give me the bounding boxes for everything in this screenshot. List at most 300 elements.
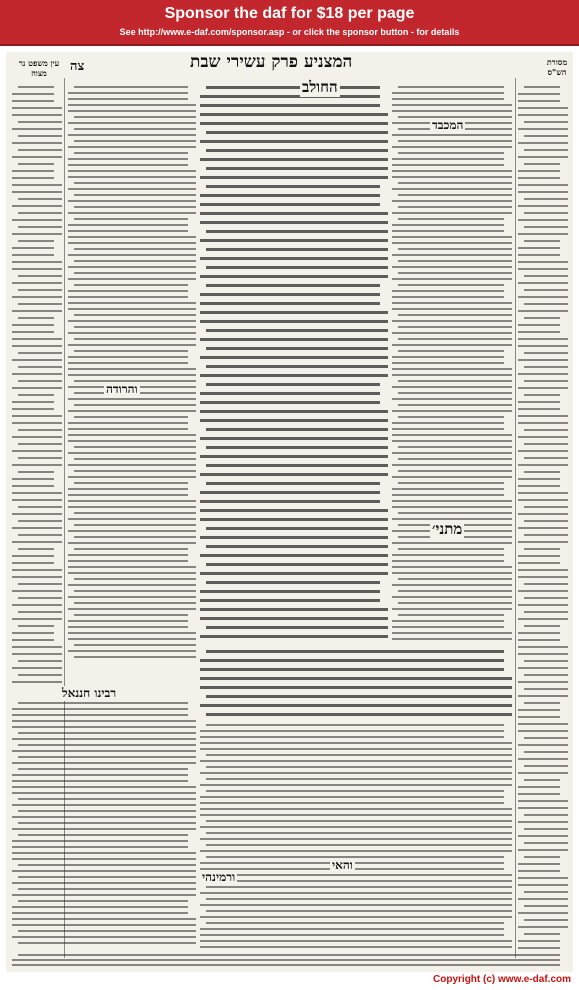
text-line: [392, 584, 512, 586]
text-line: [518, 513, 568, 515]
text-line: [200, 338, 388, 341]
text-line: [12, 170, 54, 172]
text-line: [68, 650, 196, 652]
text-line: [12, 964, 560, 966]
text-line: [392, 236, 512, 238]
text-line: [518, 499, 568, 501]
text-line: [206, 790, 504, 792]
text-line: [518, 177, 560, 179]
text-line: [518, 912, 568, 914]
text-line: [68, 626, 188, 628]
text-line: [518, 555, 560, 557]
text-line: [392, 422, 504, 424]
text-line: [18, 275, 62, 277]
text-line: [68, 158, 188, 160]
text-line: [200, 104, 380, 107]
text-line: [68, 110, 196, 112]
text-line: [74, 458, 196, 460]
text-line: [12, 205, 62, 207]
text-line: [524, 534, 568, 536]
text-line: [398, 140, 512, 142]
text-line: [12, 492, 62, 494]
text-line: [524, 198, 568, 200]
text-line: [392, 188, 512, 190]
text-line: [200, 212, 388, 215]
text-line: [392, 386, 512, 388]
text-line: [12, 499, 62, 501]
text-line: [206, 886, 512, 888]
text-line: [68, 572, 196, 574]
text-line: [398, 86, 504, 88]
text-line: [18, 744, 196, 746]
text-line: [200, 536, 388, 539]
text-line: [518, 359, 568, 361]
text-line: [206, 347, 388, 350]
text-line: [524, 737, 568, 739]
text-line: [392, 368, 512, 370]
text-line: [518, 576, 568, 578]
text-line: [12, 786, 196, 788]
text-line: [18, 198, 62, 200]
text-line: [74, 326, 196, 328]
text-line: [398, 326, 512, 328]
text-line: [392, 146, 512, 148]
text-line: [18, 149, 62, 151]
text-line: [200, 946, 512, 948]
text-line: [68, 494, 188, 496]
text-line: [518, 835, 568, 837]
text-line: [392, 170, 512, 172]
text-line: [74, 206, 196, 208]
text-line: [200, 500, 380, 503]
text-line: [12, 653, 62, 655]
text-line: [524, 905, 568, 907]
text-line: [68, 236, 196, 238]
masoret-hashas-heading: מסורת הש"ס: [546, 57, 568, 77]
text-line: [200, 635, 388, 638]
text-line: [74, 128, 196, 130]
text-line: [68, 200, 196, 202]
sponsor-banner[interactable]: [0, 0, 579, 46]
text-line: [398, 182, 512, 184]
text-line: [68, 410, 196, 412]
text-line: [200, 880, 512, 882]
text-line: [74, 338, 196, 340]
text-line: [518, 415, 568, 417]
text-line: [74, 548, 188, 550]
rashi-column: [392, 84, 512, 644]
text-line: [68, 422, 188, 424]
text-line: [74, 182, 196, 184]
text-line: [200, 194, 380, 197]
text-line: [392, 164, 504, 166]
text-line: [68, 500, 196, 502]
text-line: [524, 212, 568, 214]
text-line: [68, 542, 196, 544]
text-line: [74, 350, 188, 352]
text-line: [200, 392, 380, 395]
text-line: [392, 134, 512, 136]
text-line: [12, 792, 196, 794]
text-line: [524, 289, 568, 291]
text-line: [68, 176, 196, 178]
text-line: [518, 205, 568, 207]
text-line: [518, 772, 568, 774]
text-line: [12, 590, 62, 592]
text-line: [200, 796, 504, 798]
text-line: [200, 140, 388, 143]
text-line: [206, 856, 504, 858]
text-line: [74, 602, 196, 604]
footnote-band: [12, 952, 568, 970]
text-line: [518, 590, 568, 592]
text-line: [392, 608, 512, 610]
text-line: [12, 894, 196, 896]
text-line: [18, 366, 62, 368]
ein-mishpat-heading: עין משפט נר מצוה: [18, 58, 60, 78]
text-line: [68, 242, 196, 244]
text-line: [18, 289, 62, 291]
text-line: [68, 170, 196, 172]
text-line: [392, 200, 512, 202]
text-line: [12, 114, 62, 116]
text-line: [518, 863, 560, 865]
text-line: [392, 266, 512, 268]
text-line: [18, 86, 54, 88]
text-line: [12, 840, 188, 842]
text-line: [12, 726, 196, 728]
text-line: [12, 569, 62, 571]
text-line: [392, 596, 512, 598]
text-line: [18, 534, 62, 536]
text-line: [200, 572, 388, 575]
text-line: [392, 476, 512, 478]
text-line: [68, 518, 196, 520]
sponsor-subtitle[interactable]: See http://www.e-daf.com/sponsor.asp - or click the sponsor button - for details: [119, 27, 460, 37]
text-line: [12, 478, 54, 480]
text-line: [200, 760, 512, 762]
text-line: [524, 443, 568, 445]
text-line: [18, 876, 196, 878]
text-line: [200, 668, 504, 671]
text-line: [392, 254, 512, 256]
text-line: [18, 756, 196, 758]
text-line: [68, 212, 196, 214]
text-line: [518, 296, 568, 298]
text-line: [518, 884, 568, 886]
text-line: [68, 452, 196, 454]
text-line: [392, 554, 504, 556]
text-line: [18, 380, 62, 382]
text-line: [12, 632, 54, 634]
text-line: [68, 290, 188, 292]
text-line: [518, 338, 568, 340]
text-line: [518, 492, 568, 494]
text-line: [524, 611, 568, 613]
text-line: [18, 660, 62, 662]
text-line: [200, 491, 380, 494]
text-line: [200, 122, 388, 125]
text-line: [518, 898, 568, 900]
text-line: [392, 212, 512, 214]
tosafot-heading-word: והרודה: [106, 382, 138, 396]
text-line: [74, 536, 196, 538]
text-line: [392, 278, 512, 280]
text-line: [524, 765, 568, 767]
text-line: [68, 596, 196, 598]
text-line: [518, 758, 568, 760]
text-line: [392, 434, 512, 436]
text-line: [518, 128, 568, 130]
text-line: [68, 302, 196, 304]
text-line: [206, 898, 512, 900]
text-line: [12, 852, 196, 854]
text-line: [206, 545, 388, 548]
text-line: [68, 638, 196, 640]
text-line: [392, 560, 504, 562]
text-line: [524, 625, 560, 627]
text-line: [68, 224, 188, 226]
text-line: [18, 930, 196, 932]
text-line: [398, 458, 512, 460]
sponsor-title[interactable]: Sponsor the daf for $18 per page: [164, 5, 415, 22]
text-line: [392, 494, 504, 496]
text-line: [12, 714, 188, 716]
text-line: [74, 590, 196, 592]
text-line: [206, 563, 388, 566]
text-line: [398, 194, 512, 196]
text-line: [18, 611, 62, 613]
text-line: [518, 191, 568, 193]
text-line: [74, 272, 196, 274]
text-line: [12, 296, 62, 298]
text-line: [206, 527, 388, 530]
text-line: [518, 184, 568, 186]
text-line: [12, 345, 62, 347]
text-line: [398, 512, 512, 514]
text-line: [200, 748, 512, 750]
text-line: [518, 331, 560, 333]
text-line: [206, 482, 380, 485]
text-line: [12, 816, 196, 818]
ein-mishpat-column: [12, 84, 62, 684]
text-line: [398, 248, 512, 250]
text-line: [518, 681, 568, 683]
lower-commentary: [200, 722, 512, 950]
text-line: [12, 882, 196, 884]
text-line: [74, 314, 196, 316]
text-line: [18, 317, 54, 319]
text-line: [518, 562, 560, 564]
text-line: [206, 754, 512, 756]
text-line: [200, 802, 504, 804]
text-line: [518, 345, 568, 347]
text-line: [74, 482, 188, 484]
text-line: [74, 86, 188, 88]
text-line: [12, 750, 196, 752]
text-line: [200, 221, 388, 224]
folio-number: צה: [70, 59, 85, 74]
text-line: [18, 597, 62, 599]
text-line: [200, 808, 512, 810]
text-line: [12, 541, 62, 543]
masoret-hashas-column: [518, 84, 568, 954]
text-line: [200, 554, 388, 557]
text-line: [392, 158, 504, 160]
text-line: [12, 906, 188, 908]
text-line: [206, 131, 388, 134]
text-line: [524, 394, 560, 396]
text-line: [12, 324, 54, 326]
text-line: [398, 218, 504, 220]
text-line: [18, 810, 196, 812]
text-line: [200, 838, 512, 840]
text-line: [18, 471, 54, 473]
text-line: [200, 401, 380, 404]
text-line: [206, 446, 388, 449]
text-line: [518, 947, 560, 949]
text-line: [206, 820, 512, 822]
text-line: [12, 738, 196, 740]
text-line: [200, 257, 388, 260]
text-line: [12, 870, 196, 872]
text-line: [518, 800, 568, 802]
text-line: [518, 485, 560, 487]
text-line: [518, 541, 568, 543]
text-line: [524, 891, 568, 893]
text-line: [68, 362, 188, 364]
text-line: [12, 555, 54, 557]
text-line: [524, 149, 568, 151]
text-line: [524, 457, 568, 459]
text-line: [398, 314, 512, 316]
text-line: [392, 176, 512, 178]
text-line: [12, 762, 196, 764]
text-line: [12, 401, 54, 403]
text-line: [68, 560, 188, 562]
text-line: [392, 290, 504, 292]
text-line: [18, 798, 196, 800]
text-line: [206, 149, 388, 152]
text-line: [392, 356, 504, 358]
text-line: [200, 916, 512, 918]
text-line: [392, 464, 512, 466]
text-line: [200, 826, 512, 828]
text-line: [12, 100, 54, 102]
text-line: [518, 877, 568, 879]
text-line: [18, 900, 188, 902]
text-line: [206, 464, 388, 467]
text-line: [68, 476, 196, 478]
text-line: [12, 177, 54, 179]
text-line: [518, 254, 560, 256]
text-line: [392, 374, 512, 376]
text-line: [74, 260, 196, 262]
tosafot-column: [68, 84, 196, 664]
text-line: [518, 387, 568, 389]
text-line: [524, 366, 568, 368]
text-line: [398, 152, 504, 154]
text-line: [524, 240, 560, 242]
text-line: [74, 248, 196, 250]
text-line: [12, 858, 196, 860]
text-line: [524, 856, 560, 858]
text-line: [392, 98, 504, 100]
text-line: [12, 387, 62, 389]
text-line: [518, 709, 560, 711]
text-line: [524, 814, 568, 816]
text-line: [200, 176, 388, 179]
rashi-heading-word: המכבד: [432, 118, 464, 132]
copyright-notice[interactable]: Copyright (c) www.e-daf.com: [433, 974, 571, 985]
column-divider: [515, 78, 516, 958]
text-line: [12, 107, 62, 109]
gemara-opening-word: החולב: [302, 78, 338, 96]
text-line: [518, 219, 568, 221]
text-line: [68, 506, 196, 508]
text-line: [206, 86, 380, 89]
text-line: [206, 248, 388, 251]
text-line: [74, 446, 196, 448]
text-line: [68, 440, 196, 442]
text-line: [518, 373, 568, 375]
text-line: [524, 548, 560, 550]
text-line: [12, 191, 62, 193]
text-line: [200, 892, 512, 894]
text-line: [392, 410, 512, 412]
text-line: [518, 233, 568, 235]
text-line: [206, 922, 504, 924]
text-line: [398, 578, 512, 580]
mishna-label: מתני׳: [432, 520, 463, 538]
chapter-title: המצניע פרק עשירי שבת: [190, 52, 353, 72]
text-line: [392, 620, 504, 622]
text-line: [398, 470, 512, 472]
text-line: [18, 457, 62, 459]
text-line: [206, 383, 380, 386]
text-line: [200, 874, 512, 876]
text-line: [74, 116, 196, 118]
text-line: [200, 275, 388, 278]
text-line: [524, 380, 568, 382]
rabbeinu-chananel-column: [12, 700, 196, 950]
text-line: [68, 296, 188, 298]
text-line: [200, 437, 388, 440]
text-line: [68, 398, 196, 400]
text-line: [206, 284, 380, 287]
text-line: [18, 394, 54, 396]
text-line: [518, 478, 560, 480]
text-line: [200, 374, 388, 377]
text-line: [68, 230, 188, 232]
gemara-column: [200, 84, 388, 644]
text-line: [68, 134, 196, 136]
text-line: [392, 308, 512, 310]
text-line: [524, 303, 568, 305]
text-line: [392, 626, 504, 628]
text-line: [74, 194, 196, 196]
text-line: [200, 730, 504, 732]
text-line: [524, 520, 568, 522]
text-line: [398, 284, 504, 286]
text-line: [518, 604, 568, 606]
text-line: [518, 744, 568, 746]
text-line: [518, 667, 568, 669]
text-line: [392, 440, 512, 442]
text-line: [12, 142, 62, 144]
text-line: [18, 888, 196, 890]
text-line: [68, 278, 196, 280]
